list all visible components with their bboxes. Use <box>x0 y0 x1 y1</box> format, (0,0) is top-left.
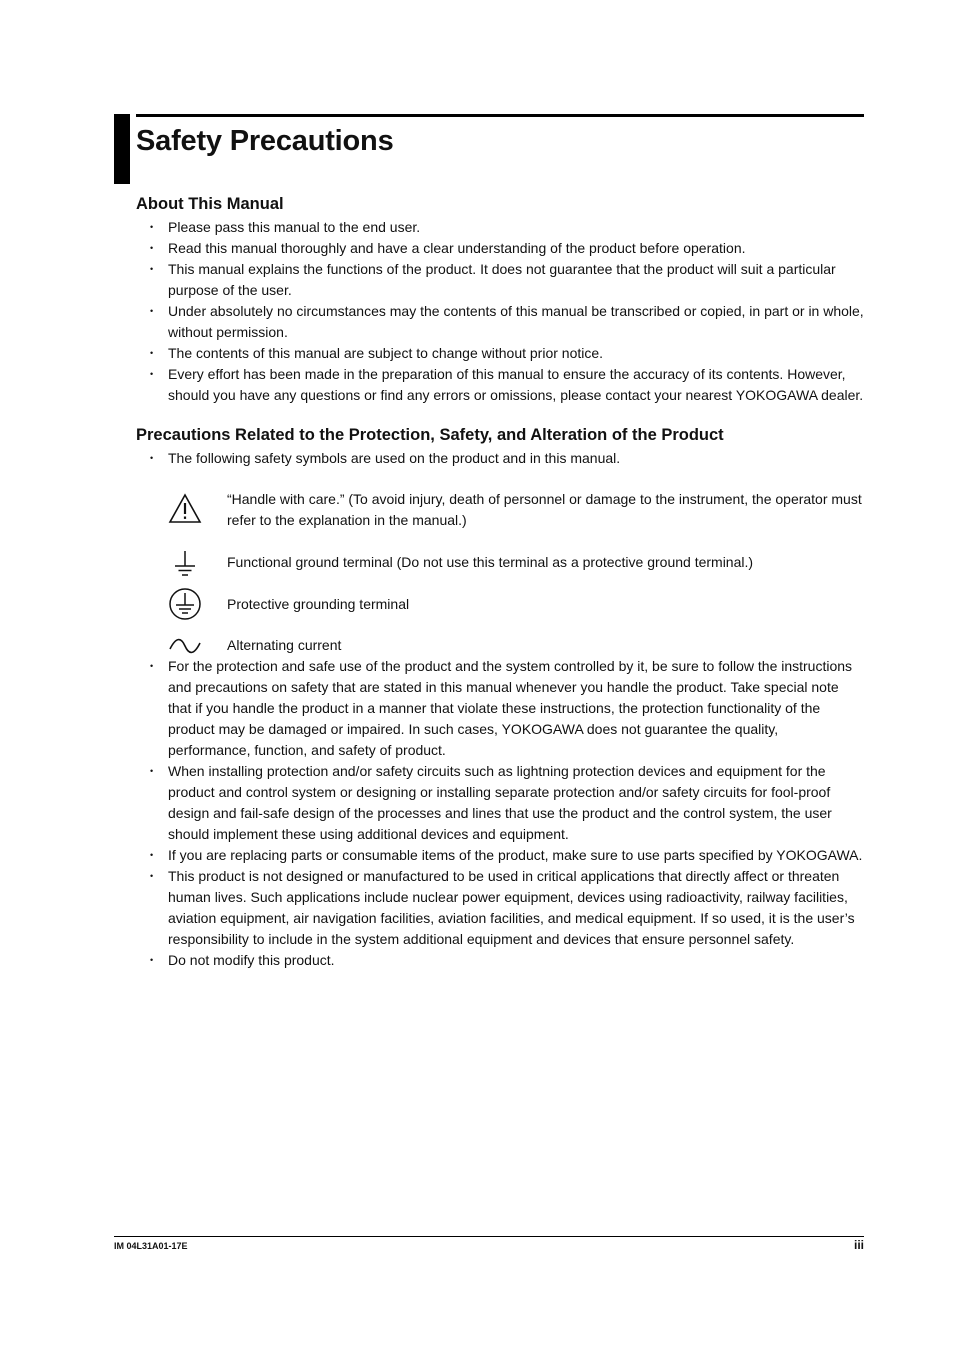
symbol-row-protective-ground <box>168 594 864 615</box>
list-item: • Please pass this manual to the end user. <box>136 217 864 238</box>
symbol-functional-ground-text: Functional ground terminal (Do not use this terminal as a protective ground terminal.) <box>227 554 754 570</box>
list-item: • Do not modify this product. <box>136 950 864 971</box>
functional-ground-icon <box>168 546 202 580</box>
page-number: iii <box>853 1238 864 1252</box>
list-item: • If you are replacing parts or consumable items of the product, make sure to use parts specified by YOKOGAWA. <box>136 845 864 866</box>
page-footer <box>114 1236 864 1252</box>
document-id: IM 04L31A01-17E <box>114 1241 188 1251</box>
precautions-intro-list <box>136 448 864 469</box>
caution-triangle-icon <box>168 491 202 525</box>
page-title: Safety Precautions <box>136 125 394 157</box>
precautions-list <box>136 656 864 971</box>
list-item: • The contents of this manual are subject to change without prior notice. <box>136 343 864 364</box>
list-item: • This manual explains the functions of the product. It does not guarantee that the product will suit a particular purpose of the user. <box>136 259 864 301</box>
list-item: • Read this manual thoroughly and have a clear understanding of the product before operation. <box>136 238 864 259</box>
list-item: • For the protection and safe use of the product and the system controlled by it, be sure to follow the instructions and precautions on safety that are stated in this manual whenever you handle the product. Take special note that if you handle the product in a manner that violate these instructions, the protection functionality of the product may be damaged or impaired. In such cases, YOKOGAWA does not guarantee the quality, performance, function, and safety of product. <box>136 656 864 761</box>
about-section <box>136 194 864 406</box>
protective-ground-icon <box>168 587 202 621</box>
page-content <box>136 194 864 971</box>
title-top-rule <box>136 114 864 117</box>
list-item: • Every effort has been made in the preparation of this manual to ensure the accuracy of its contents. However, should you have any questions or find any errors or omissions, please contact your nearest YOKOGAWA dealer. <box>136 364 864 406</box>
symbol-row-functional-ground <box>168 552 864 573</box>
list-item: • This product is not designed or manufactured to be used in critical applications that directly affect or threaten human lives. Such applications include nuclear power equipment, devices using radioactivity, railway facilities, aviation equipment, air navigation facilities, aviation facilities, and medical equipment. If so used, it is the user’s responsibility to include in the system additional equipment and devices that ensure personnel safety. <box>136 866 864 950</box>
list-item: • When installing protection and/or safety circuits such as lightning protection devices and equipment for the product and control system or designing or installing separate protection and/or safety circuits for fool-proof design and fail-safe design of the processes and lines that use the product and the control system, the user should implement these using additional devices and equipment. <box>136 761 864 845</box>
symbol-protective-ground-text: Protective grounding terminal <box>227 596 410 612</box>
title-side-bar <box>114 114 130 184</box>
symbol-row-caution <box>168 489 864 531</box>
symbol-row-alternating-current <box>168 635 864 656</box>
precautions-heading: Precautions Related to the Protection, Safety, and Alteration of the Product <box>136 426 724 444</box>
about-list <box>136 217 864 406</box>
precautions-section <box>136 425 864 971</box>
symbol-alternating-current-text: Alternating current <box>227 637 342 653</box>
list-item: • Under absolutely no circumstances may the contents of this manual be transcribed or copied, in part or in whole, without permission. <box>136 301 864 343</box>
about-heading: About This Manual <box>136 195 284 213</box>
title-block <box>114 114 864 184</box>
symbol-caution-text: “Handle with care.” (To avoid injury, death of personnel or damage to the instrument, the operator must refer to the explanation in the manual.) <box>227 491 862 528</box>
list-item: • The following safety symbols are used on the product and in this manual. <box>136 448 864 469</box>
safety-symbols-list <box>168 489 864 656</box>
